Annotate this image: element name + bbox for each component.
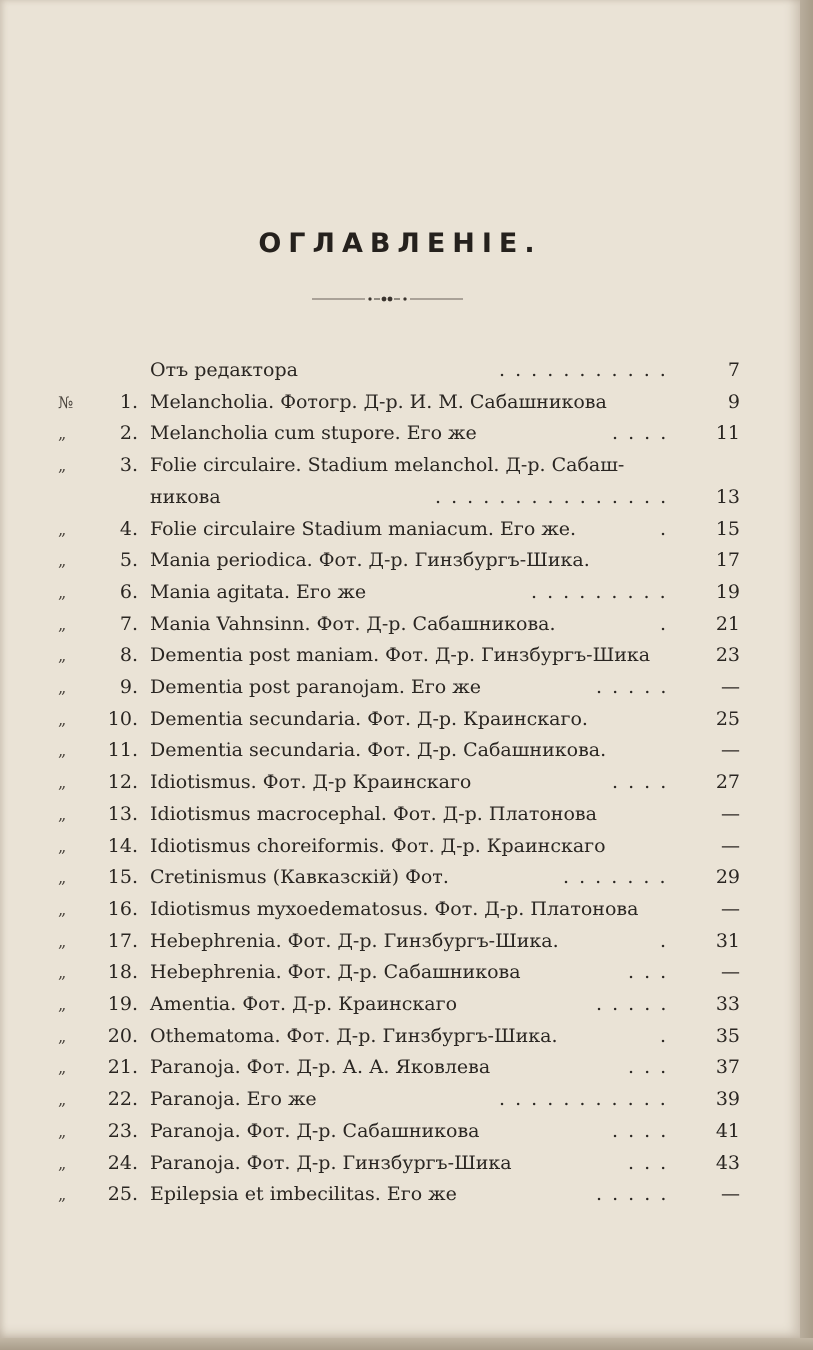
toc-entry <box>0 1116 800 1147</box>
entry-leaders: . . . <box>628 1151 669 1174</box>
entry-number: 11. <box>107 739 138 762</box>
toc-entry <box>0 767 800 798</box>
entry-title: Cretinismus (Кавказскій) Фот. <box>150 866 449 889</box>
entry-number: 4. <box>119 517 138 540</box>
entry-number: 21. <box>107 1056 138 1079</box>
entry-title: Amentia. Фот. Д-р. Краинскаго <box>150 993 458 1015</box>
entry-page-number: 9 <box>727 390 740 413</box>
toc-entry <box>0 418 800 449</box>
entry-mark: „ <box>58 709 67 729</box>
entry-mark: „ <box>58 931 67 951</box>
entry-mark: „ <box>58 1153 67 1173</box>
entry-page-number: 35 <box>715 1024 740 1047</box>
toc-entry <box>0 482 800 513</box>
entry-number: 15. <box>107 866 138 889</box>
entry-number: 5. <box>119 549 138 572</box>
entry-number: 16. <box>107 897 138 920</box>
entry-number: 1. <box>119 390 138 413</box>
entry-number: 9. <box>119 676 138 698</box>
toc-entry <box>0 545 800 576</box>
entry-title: Idiotismus myxoedematosus. Фот. Д-р. Платонова <box>150 897 639 920</box>
entry-title: Paranoja. Его же <box>150 1088 317 1111</box>
toc-entry <box>0 957 800 988</box>
toc-entry <box>0 831 800 862</box>
entry-mark: „ <box>58 519 67 539</box>
toc-entry <box>0 735 800 766</box>
toc-entry <box>0 989 800 1020</box>
entry-mark: „ <box>58 1121 67 1141</box>
entry-leaders: . . . <box>628 961 669 984</box>
entry-leaders: . <box>660 612 669 635</box>
entry-page-number: 17 <box>715 549 740 572</box>
entry-number: 13. <box>107 802 138 825</box>
entry-title: Paranoja. Фот. Д-р. А. А. Яковлева <box>150 1056 491 1079</box>
entry-number: 19. <box>107 993 138 1015</box>
entry-page-number: 39 <box>715 1088 740 1111</box>
entry-title: Idiotismus macrocephal. Фот. Д-р. Платонова <box>150 802 597 825</box>
entry-title: Dementia post maniam. Фот. Д-р. Гинзбургъ-Шика <box>150 644 651 667</box>
entry-leaders: . . . . <box>612 771 669 794</box>
entry-leaders: . . . . . . . . . . . <box>499 1088 668 1111</box>
entry-mark: „ <box>58 1026 67 1046</box>
entry-mark: „ <box>58 551 67 571</box>
entry-title: Mania Vahnsinn. Фот. Д-р. Сабашникова. <box>150 612 556 635</box>
entry-mark: № <box>58 392 74 412</box>
entry-mark: „ <box>58 868 67 888</box>
toc-entry <box>0 672 800 703</box>
entry-number: 6. <box>119 580 138 603</box>
entry-title: Hebephrenia. Фот. Д-р. Гинзбургъ-Шика. <box>150 929 559 952</box>
entry-page-number: — <box>721 1183 740 1206</box>
toc-entry <box>0 704 800 735</box>
entry-title: Epilepsia et imbecilitas. Его же <box>150 1183 457 1206</box>
entry-page-number: 43 <box>715 1151 740 1174</box>
entry-leaders: . . . . . . . . . . . . . . . <box>435 485 669 508</box>
entry-page-number: — <box>721 676 740 698</box>
entry-mark: „ <box>58 646 67 666</box>
entry-number: 20. <box>107 1024 138 1047</box>
toc-entry <box>0 609 800 640</box>
entry-page-number: 15 <box>715 517 740 540</box>
entry-leaders: . . . . . <box>596 993 669 1015</box>
entry-page-number: 7 <box>727 359 740 381</box>
entry-number: 22. <box>107 1088 138 1111</box>
entry-title: никова <box>150 485 221 508</box>
entry-title: Dementia secundaria. Фот. Д-р. Сабашникова. <box>150 739 607 762</box>
entry-mark: „ <box>58 1058 67 1078</box>
entry-title: Dementia post paranojam. Его же <box>150 676 481 698</box>
entry-mark: „ <box>58 773 67 793</box>
toc-entry <box>0 577 800 608</box>
entry-page-number: — <box>721 897 740 920</box>
toc-entry <box>0 387 800 418</box>
entry-number: 10. <box>107 707 138 730</box>
entry-leaders: . . . . . . . <box>563 866 668 889</box>
entry-leaders: . . . . . <box>596 1183 669 1206</box>
entry-title: Hebephrenia. Фот. Д-р. Сабашникова <box>150 961 521 984</box>
toc-entry <box>0 640 800 671</box>
toc-entry <box>0 1179 800 1210</box>
entry-leaders: . <box>660 929 669 952</box>
entry-leaders: . . . . . . . . . <box>531 580 668 603</box>
entry-page-number: 27 <box>715 771 740 794</box>
entry-number: 25. <box>107 1183 138 1206</box>
entry-mark: „ <box>58 836 67 856</box>
entry-number: 24. <box>107 1151 138 1174</box>
toc-entry <box>0 514 800 545</box>
entry-mark: „ <box>58 995 67 1014</box>
entry-mark: „ <box>58 804 67 824</box>
entry-mark: „ <box>58 678 67 697</box>
entry-page-number: — <box>721 739 740 762</box>
entry-number: 12. <box>107 771 138 794</box>
entry-page-number: 19 <box>715 580 740 603</box>
toc-entry <box>0 450 800 481</box>
entry-leaders: . . . <box>628 1056 669 1079</box>
entry-mark: „ <box>58 1090 67 1110</box>
page-title: ОГЛАВЛЕНІЕ. <box>258 228 542 259</box>
toc-entry <box>0 894 800 925</box>
entry-number: 18. <box>107 961 138 984</box>
entry-title: Melancholia cum stupore. Его же <box>150 422 477 445</box>
entry-mark: „ <box>58 899 67 919</box>
entry-leaders: . . . . <box>612 422 669 445</box>
entry-mark: „ <box>58 1185 67 1205</box>
toc-entry <box>0 1148 800 1179</box>
entry-mark: „ <box>58 741 67 761</box>
entry-number: 8. <box>119 644 138 667</box>
toc-entry <box>0 1084 800 1115</box>
entry-title: Dementia secundaria. Фот. Д-р. Краинскаго. <box>150 707 588 730</box>
entry-number: 7. <box>119 612 138 635</box>
toc-entry <box>0 926 800 957</box>
entry-mark: „ <box>58 456 67 476</box>
entry-page-number: 31 <box>715 929 740 952</box>
entry-title: Отъ редактора <box>150 359 298 381</box>
entry-mark: „ <box>58 582 67 602</box>
entry-number: 14. <box>107 834 138 857</box>
entry-page-number: 29 <box>715 866 740 889</box>
toc-entry <box>0 1021 800 1052</box>
entry-title: Melancholia. Фотогр. Д-р. И. М. Сабашникова <box>150 390 607 413</box>
entry-title: Mania periodica. Фот. Д-р. Гинзбургъ-Шика. <box>150 549 590 572</box>
entry-page-number: 11 <box>715 422 740 445</box>
entry-leaders: . . . . . <box>596 676 669 698</box>
toc-entry <box>0 355 800 386</box>
entry-title: Paranoja. Фот. Д-р. Гинзбургъ-Шика <box>150 1151 512 1174</box>
entry-number: 2. <box>119 422 138 445</box>
toc-entry <box>0 799 800 830</box>
entry-number: 3. <box>119 454 138 477</box>
entry-page-number: 23 <box>715 644 740 667</box>
entry-mark: „ <box>58 424 67 444</box>
entry-title: Idiotismus choreiformis. Фот. Д-р. Краинскаго <box>150 834 606 857</box>
entry-page-number: 41 <box>715 1119 740 1142</box>
entry-mark: „ <box>58 614 67 634</box>
entry-leaders: . <box>660 517 669 540</box>
entry-page-number: — <box>721 834 740 857</box>
toc-entry <box>0 862 800 893</box>
entry-title: Idiotismus. Фот. Д-р Краинскаго <box>150 771 472 794</box>
entry-number: 17. <box>107 929 138 952</box>
entry-title: Folie circulaire. Stadium melanchol. Д-р. Сабаш- <box>150 454 625 477</box>
entry-leaders: . . . . . . . . . . . <box>499 359 668 381</box>
entry-leaders: . <box>660 1024 669 1047</box>
entry-title: Paranoja. Фот. Д-р. Сабашникова <box>150 1119 480 1142</box>
entry-leaders: . . . . <box>612 1119 669 1142</box>
entry-title: Mania agitata. Его же <box>150 580 367 603</box>
page-edge-right <box>800 0 813 1350</box>
entry-page-number: 25 <box>715 707 740 730</box>
page-edge-bottom <box>0 1338 813 1350</box>
entry-page-number: 13 <box>715 485 740 508</box>
entry-title: Othematoma. Фот. Д-р. Гинзбургъ-Шика. <box>150 1024 558 1047</box>
entry-number: 23. <box>107 1119 138 1142</box>
entry-page-number: 37 <box>715 1056 740 1079</box>
entry-mark: „ <box>58 963 67 983</box>
entry-page-number: — <box>721 961 740 984</box>
toc-entry <box>0 1052 800 1083</box>
entry-page-number: — <box>721 802 740 825</box>
entry-page-number: 21 <box>715 612 740 635</box>
entry-page-number: 33 <box>715 993 740 1015</box>
entry-title: Folie circulaire Stadium maniacum. Его же. <box>150 517 577 540</box>
